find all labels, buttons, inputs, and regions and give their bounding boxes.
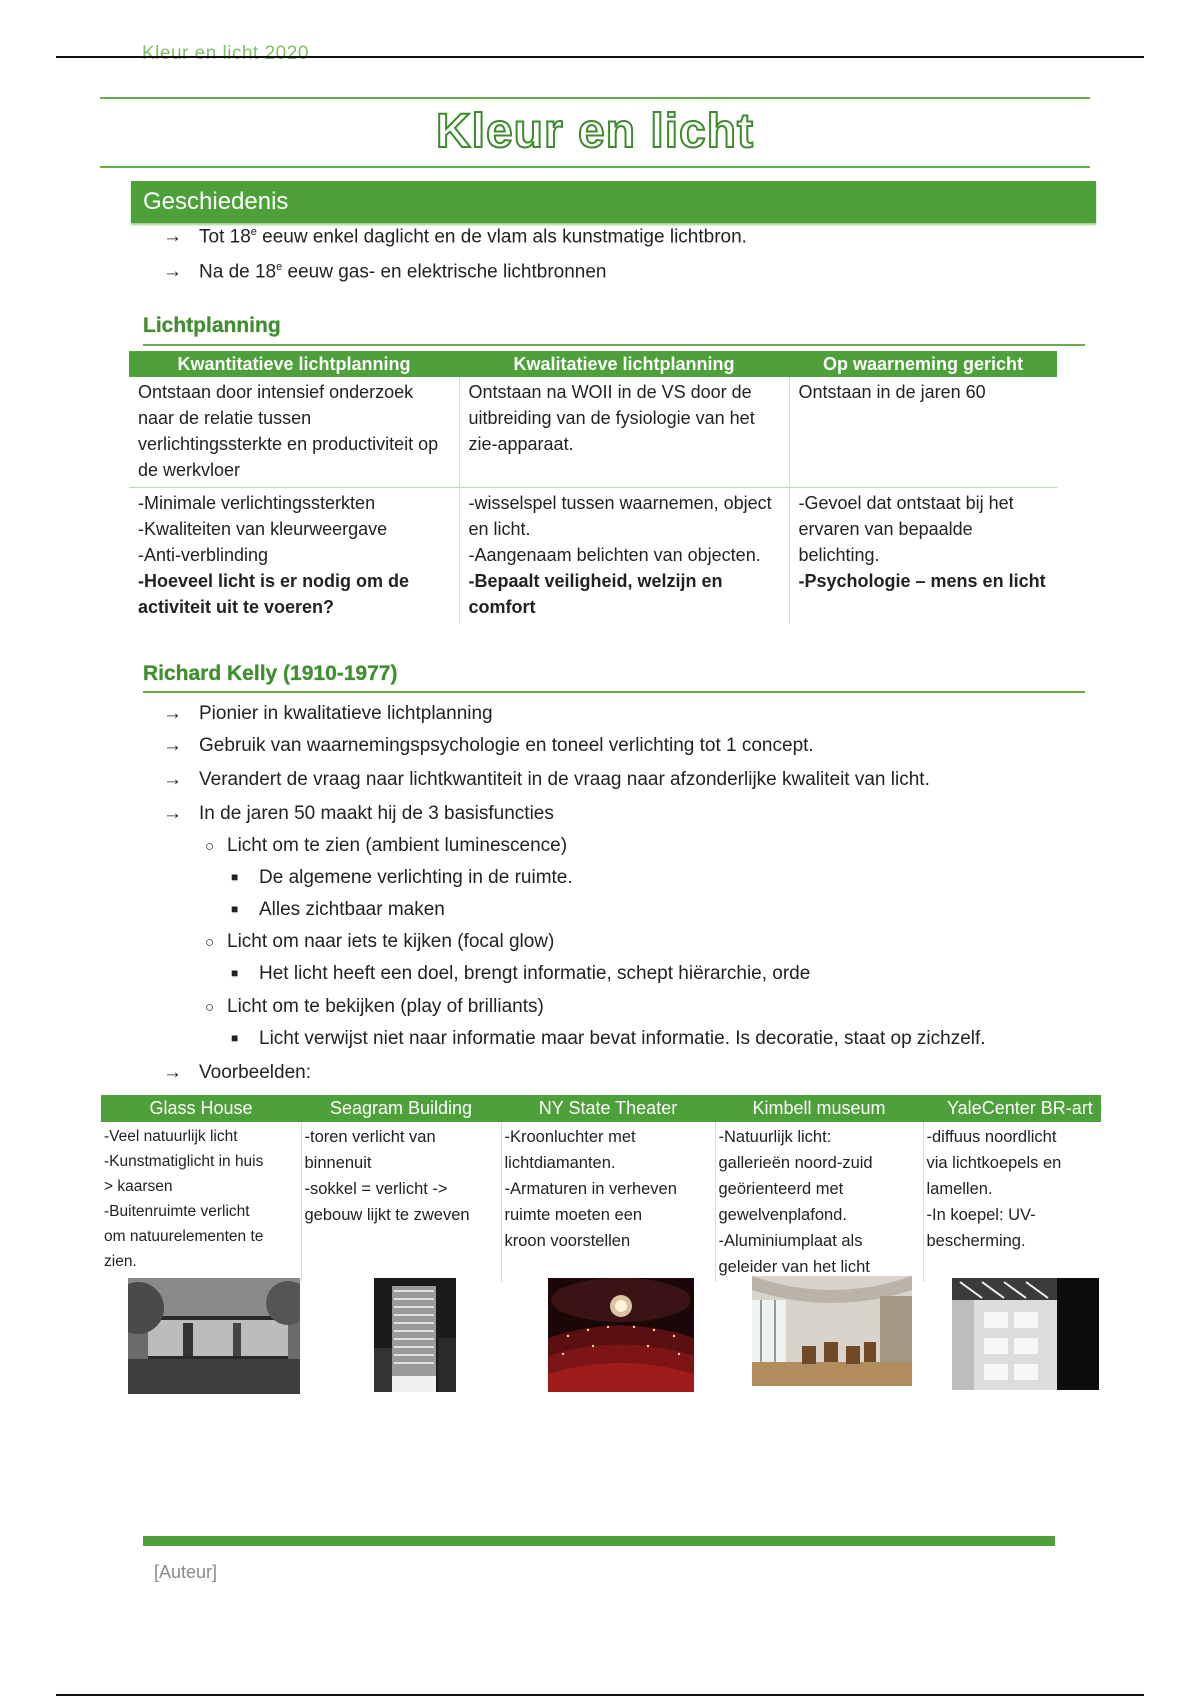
history-line-1: → Tot 18e eeuw enkel daglicht en de vlam als kunstmatige lichtbron. — [163, 226, 747, 248]
square-bullet-icon: ■ — [231, 902, 239, 916]
lichtplanning-heading: Lichtplanning — [143, 314, 281, 337]
page-bottom-rule — [56, 1694, 1144, 1696]
arrow-icon: → — [163, 261, 182, 283]
arrow-icon: → — [163, 769, 182, 790]
arrow-icon: → — [163, 703, 182, 724]
title-top-rule — [100, 97, 1090, 99]
list-item: → In de jaren 50 maakt hij de 3 basisfuncties — [163, 803, 554, 824]
table-header-cell: Op waarneming gericht — [789, 351, 1057, 377]
glass-house-photo — [128, 1278, 300, 1394]
kelly-heading: Richard Kelly (1910-1977) — [143, 662, 398, 685]
history-line-2: → Na de 18e eeuw gas- en elektrische lichtbronnen — [163, 261, 607, 283]
sub-sub-list-item: ■ Alles zichtbaar maken — [231, 899, 445, 920]
table-cell: -Veel natuurlijk licht -Kunstmatiglicht in huis > kaarsen -Buitenruimte verlicht om natuurelementen te zien. — [104, 1128, 264, 1270]
table-header-cell: YaleCenter BR-art — [923, 1095, 1101, 1122]
footer-bar — [143, 1536, 1055, 1546]
arrow-icon: → — [163, 226, 182, 248]
arrow-icon: → — [163, 735, 182, 756]
circle-bullet-icon: ○ — [205, 999, 215, 1016]
running-header: Kleur en licht 2020 — [142, 43, 309, 64]
table-cell: -Kroonluchter met lichtdiamanten. -Armaturen in verheven ruimte moeten een kroon voorstellen — [501, 1122, 715, 1282]
table-header-cell: Kwalitatieve lichtplanning — [459, 351, 789, 377]
table-cell: Ontstaan in de jaren 60 — [789, 377, 1057, 488]
list-item: → Voorbeelden: — [163, 1062, 311, 1083]
yale-center-photo — [952, 1278, 1099, 1390]
document-title: Kleur en licht — [435, 105, 755, 158]
table-header-cell: Glass House — [101, 1095, 301, 1122]
footer-author: [Auteur] — [154, 1562, 218, 1582]
examples-table — [101, 1095, 1101, 1282]
list-item: → Verandert de vraag naar lichtkwantiteit in de vraag naar afzonderlijke kwaliteit van licht. — [163, 769, 930, 790]
table-row — [129, 377, 1057, 488]
table-row — [101, 1122, 1101, 1282]
seagram-building-photo — [374, 1278, 456, 1392]
list-item: → Gebruik van waarnemingspsychologie en toneel verlichting tot 1 concept. — [163, 735, 814, 756]
square-bullet-icon: ■ — [231, 870, 239, 884]
square-bullet-icon: ■ — [231, 966, 239, 980]
title-bottom-rule — [100, 166, 1090, 168]
table-cell: -toren verlicht van binnenuit -sokkel = verlicht -> gebouw lijkt te zweven — [301, 1122, 501, 1282]
table-cell: -diffuus noordlicht via lichtkoepels en lamellen. -In koepel: UV- bescherming. — [923, 1122, 1101, 1282]
header-rule — [56, 56, 1144, 58]
table-cell: -Gevoel dat ontstaat bij het ervaren van bepaalde belichting. -Psychologie – mens en licht — [789, 488, 1057, 625]
sub-list-item: ○ Licht om te zien (ambient luminescence) — [205, 835, 568, 856]
sub-list-item: ○ Licht om naar iets te kijken (focal glow) — [205, 931, 555, 952]
table-cell: -Minimale verlichtingssterkten -Kwaliteiten van kleurweergave -Anti-verblinding -Hoeveel licht is er nodig om de activiteit uit te voeren? — [129, 488, 459, 625]
table-header-row — [129, 351, 1057, 377]
table-header-cell: Kimbell museum — [715, 1095, 923, 1122]
table-cell: Ontstaan na WOII in de VS door de uitbreiding van de fysiologie van het zie-apparaat. — [459, 377, 789, 488]
table-cell: -Natuurlijk licht: gallerieën noord-zuid geörienteerd met gewelvenplafond. -Aluminiumplaat als geleider van het licht — [715, 1122, 923, 1282]
ny-state-theater-photo — [548, 1278, 694, 1392]
sub-list-item: ○ Licht om te bekijken (play of brilliants) — [205, 996, 544, 1017]
table-header-cell: Seagram Building — [301, 1095, 501, 1122]
sub-sub-list-item: ■ De algemene verlichting in de ruimte. — [231, 867, 573, 888]
table-cell: Ontstaan door intensief onderzoek naar de relatie tussen verlichtingssterkte en productiviteit op de werkvloer — [138, 382, 439, 480]
list-item: → Pionier in kwalitatieve lichtplanning — [163, 703, 493, 724]
lichtplanning-table — [129, 351, 1057, 624]
table-header-cell: NY State Theater — [501, 1095, 715, 1122]
sub-sub-list-item: ■ Licht verwijst niet naar informatie maar bevat informatie. Is decoratie, staat op zichzelf. — [231, 1028, 986, 1049]
circle-bullet-icon: ○ — [205, 934, 215, 951]
sub-sub-list-item: ■ Het licht heeft een doel, brengt informatie, schept hiërarchie, orde — [231, 963, 811, 984]
lichtplanning-rule — [143, 344, 1085, 346]
kelly-list — [163, 703, 986, 1094]
kelly-rule — [143, 691, 1085, 693]
arrow-icon: → — [163, 1062, 182, 1083]
circle-bullet-icon: ○ — [205, 838, 215, 855]
table-row — [129, 488, 1057, 625]
table-header-row — [101, 1095, 1101, 1122]
arrow-icon: → — [163, 803, 182, 824]
kimbell-museum-photo — [752, 1276, 912, 1386]
square-bullet-icon: ■ — [231, 1031, 239, 1045]
table-header-cell: Kwantitatieve lichtplanning — [129, 351, 459, 377]
table-cell: -wisselspel tussen waarnemen, object en licht. -Aangenaam belichten van objecten. -Bepaalt veiligheid, welzijn en comfort — [459, 488, 789, 625]
section-heading-geschiedenis: Geschiedenis — [131, 181, 1096, 223]
